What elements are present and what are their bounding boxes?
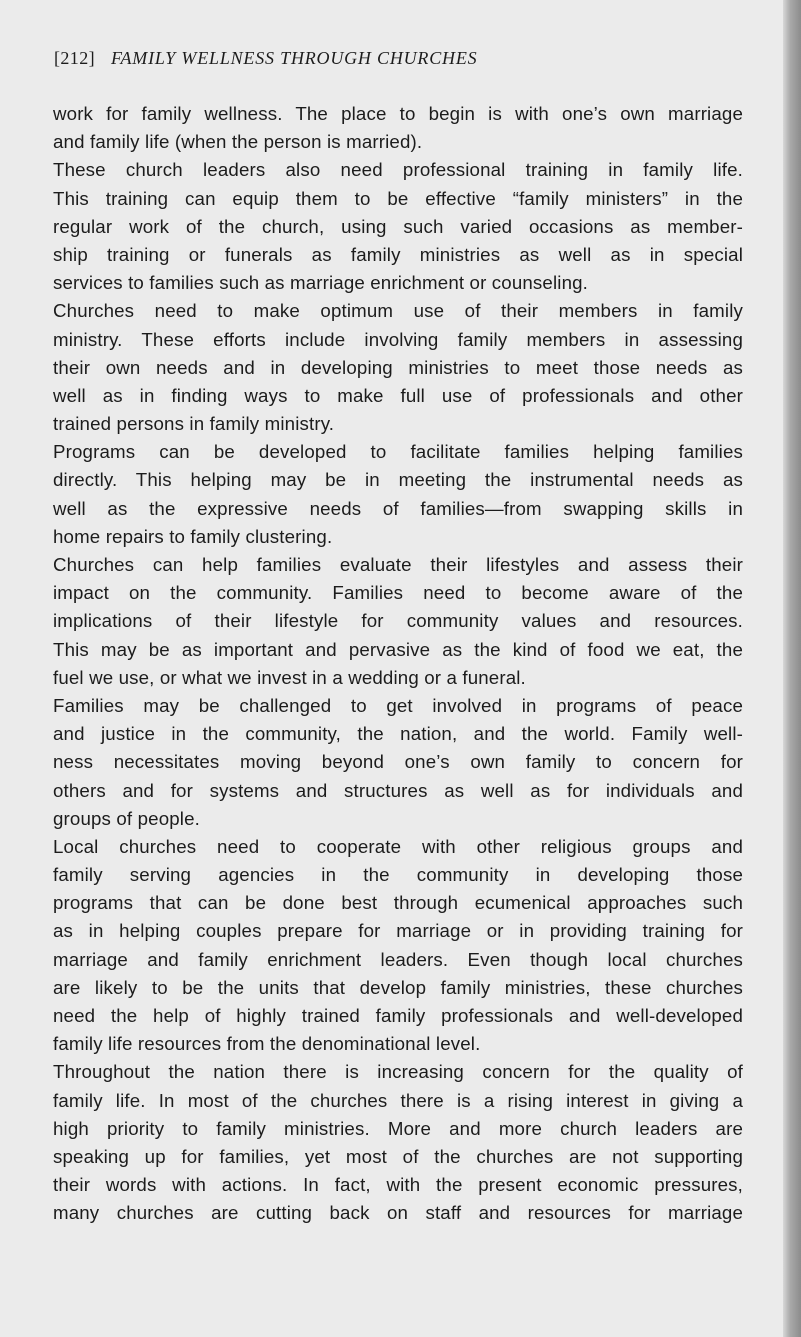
text-line: trained persons in family ministry.: [53, 413, 335, 435]
text-line: This training can equip them to be effective “family ministers” in the: [53, 187, 743, 209]
text-line: family life resources from the denominational level.: [53, 1033, 481, 1055]
text-line: ministry. These efforts include involving family members in assessing: [53, 328, 743, 350]
text-line: services to families such as marriage enrichment or counseling.: [53, 272, 588, 294]
text-line: ship training or funerals as family ministries as well as in special: [53, 243, 743, 265]
text-line: are likely to be the units that develop family ministries, these churches: [53, 976, 743, 998]
text-line: groups of people.: [53, 807, 200, 829]
text-line: Families may be challenged to get involved in programs of peace: [53, 694, 743, 716]
text-line: and justice in the community, the nation, and the world. Family well-: [53, 723, 743, 745]
text-line: others and for systems and structures as well as for individuals and: [53, 779, 743, 801]
text-line: impact on the community. Families need to become aware of the: [53, 582, 743, 604]
body-text: [53, 100, 743, 1228]
text-line: directly. This helping may be in meeting the instrumental needs as: [53, 469, 743, 491]
text-line: their own needs and in developing ministries to meet those needs as: [53, 356, 743, 378]
text-line: programs that can be done best through ecumenical approaches such: [53, 892, 743, 914]
text-line: as in helping couples prepare for marriage or in providing training for: [53, 920, 743, 942]
text-line: many churches are cutting back on staff and resources for marriage: [53, 1202, 743, 1224]
text-line: family serving agencies in the community in developing those: [53, 864, 743, 886]
text-line: marriage and family enrichment leaders. Even though local churches: [53, 948, 743, 970]
text-line: high priority to family ministries. More and more church leaders are: [53, 1117, 743, 1139]
text-line: These church leaders also need professional training in family life.: [53, 159, 743, 181]
page-edge-shadow: [783, 0, 801, 1337]
text-line: ness necessitates moving beyond one’s own family to concern for: [53, 751, 743, 773]
text-line: home repairs to family clustering.: [53, 525, 333, 547]
text-line: well as in finding ways to make full use of professionals and other: [53, 384, 743, 406]
running-header: [54, 48, 477, 69]
text-line: need the help of highly trained family professionals and well-developed: [53, 1005, 743, 1026]
text-line: Local churches need to cooperate with other religious groups and: [53, 835, 743, 857]
running-title: FAMILY WELLNESS THROUGH CHURCHES: [111, 48, 478, 68]
text-line: This may be as important and pervasive as the kind of food we eat, the: [53, 638, 743, 660]
page-number: [212]: [54, 48, 95, 68]
text-line: Programs can be developed to facilitate families helping families: [53, 441, 743, 463]
text-line: implications of their lifestyle for community values and resources.: [53, 610, 743, 632]
text-line: fuel we use, or what we invest in a wedding or a funeral.: [53, 666, 526, 688]
text-line: and family life (when the person is married).: [53, 131, 423, 153]
text-line: well as the expressive needs of families—from swapping skills in: [53, 497, 743, 519]
text-line: work for family wellness. The place to begin is with one’s own marriage: [53, 103, 743, 124]
text-line: speaking up for families, yet most of the churches are not supporting: [53, 1145, 743, 1167]
text-line: family life. In most of the churches there is a rising interest in giving a: [53, 1089, 743, 1111]
text-line: Throughout the nation there is increasing concern for the quality of: [53, 1061, 743, 1083]
text-line: regular work of the church, using such varied occasions as member-: [53, 215, 743, 237]
text-line: Churches need to make optimum use of their members in family: [53, 300, 743, 322]
text-line: their words with actions. In fact, with the present economic pressures,: [53, 1174, 743, 1196]
text-line: Churches can help families evaluate their lifestyles and assess their: [53, 554, 743, 575]
